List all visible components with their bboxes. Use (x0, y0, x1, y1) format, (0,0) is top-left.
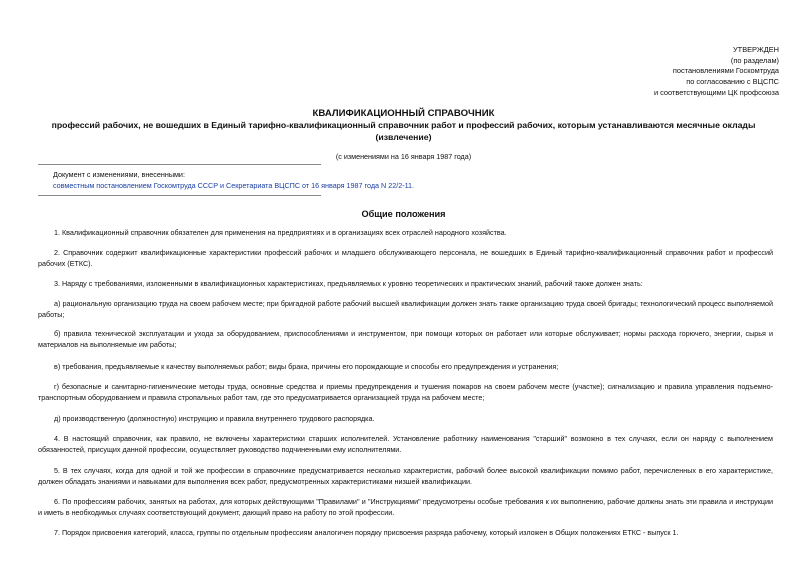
paragraph-3v: в) требования, предъявляемые к качеству выполняемых работ; виды брака, причины его порождающие и способы его предупреждения и устранения; (54, 362, 559, 371)
paragraph-6: 6. По профессиям рабочих, занятых на работах, для которых действующими "Правилами" и "Инструкциями" предусмотрены особые требования к их выполнению, рабочие должны знать эти правила и инструкции и иметь в необходимых случаях соответствующий документ, дающий право на работу по этой профессии. (38, 497, 773, 518)
document-changes-label: Документ с изменениями, внесенными: (53, 170, 185, 179)
amendment-link[interactable]: совместным постановлением Госкомтруда СССР и Секретариата ВЦСПС от 16 января 1987 года N 22/2-11. (53, 181, 415, 190)
paragraph-2: 2. Справочник содержит квалификационные характеристики профессий рабочих и младшего обслуживающего персонала, не вошедших в Единый тарифно-квалификационный справочник работ и профессий рабочих (ЕТКС). (38, 248, 773, 269)
approval-line: УТВЕРЖДЕН (732, 45, 779, 54)
paragraph-5: 5. В тех случаях, когда для одной и той же профессии в справочнике предусматривается несколько характеристик, рабочий более высокой квалификации помимо работ, перечисленных в его характеристике, должен обладать знаниями и навыками для выполнения всех работ, предусмотренных характеристиками низшей квалификации. (38, 466, 773, 487)
title-subtitle: профессий рабочих, не вошедших в Единый тарифно-квалификационный справочник работ и профессий рабочих, которым устанавливаются месячные оклады (51, 120, 756, 130)
paragraph-4: 4. В настоящий справочник, как правило, не включены характеристики старших исполнителей. Установление работнику наименования "старший" возможно в тех случаях, если он наряду с выполнением обязанностей, присущих данной профессии, осуществляет руководство подчиненными ему исполнителями. (38, 434, 773, 455)
document-title (24, 108, 783, 143)
title-main: КВАЛИФИКАЦИОННЫЙ СПРАВОЧНИК (312, 108, 495, 119)
approval-line: и соответствующими ЦК профсоюза (653, 87, 779, 97)
title-extract-note: (извлечение) (375, 131, 432, 142)
divider-bottom (38, 195, 321, 196)
divider-top (38, 164, 321, 165)
paragraph-3g: г) безопасные и санитарно-гигиенические методы труда, основные средства и приемы предупреждения и тушения пожаров на своем рабочем месте (участке); сигнализацию и правила управления подъемно-транспортным оборудованием и правила стропальных работ там, где это предусматривается организацией труда на рабочем месте; (38, 382, 773, 403)
paragraph-3d: д) производственную (должностную) инструкцию и правила внутреннего трудового распорядка. (54, 414, 375, 423)
changes-note: (с изменениями на 16 января 1987 года) (335, 152, 472, 161)
approval-stamp (654, 45, 779, 99)
paragraph-1: 1. Квалификационный справочник обязателен для применения на предприятиях и в организациях всех отраслей народного хозяйства. (54, 228, 507, 237)
paragraph-7: 7. Порядок присвоения категорий, класса, группы по отдельным профессиям аналогичен порядку присвоения разряда рабочему, который изложен в Общих положениях ЕТКС - выпуск 1. (54, 528, 679, 537)
paragraph-3b: б) правила технической эксплуатации и ухода за оборудованием, приспособлениями и инструментом, при помощи которых он работает или которые обслуживает; нормы расхода горючего, энергии, сырья и материалов на выполняемые им работы; (38, 329, 773, 350)
paragraph-3a: а) рациональную организацию труда на своем рабочем месте; при бригадной работе рабочий высшей квалификации должен знать также организацию труда своей бригады; технологический процесс выполняемой работы; (38, 299, 773, 320)
approval-line: (по разделам) (730, 55, 779, 65)
section-title: Общие положения (361, 209, 446, 219)
paragraph-3: 3. Наряду с требованиями, изложенными в квалификационных характеристиках, предъявляемых к уровню теоретических и практических знаний, рабочий также должен знать: (54, 279, 643, 288)
approval-line: по согласованию с ВЦСПС (686, 77, 779, 87)
approval-line: постановлениями Госкомтруда (672, 66, 779, 76)
